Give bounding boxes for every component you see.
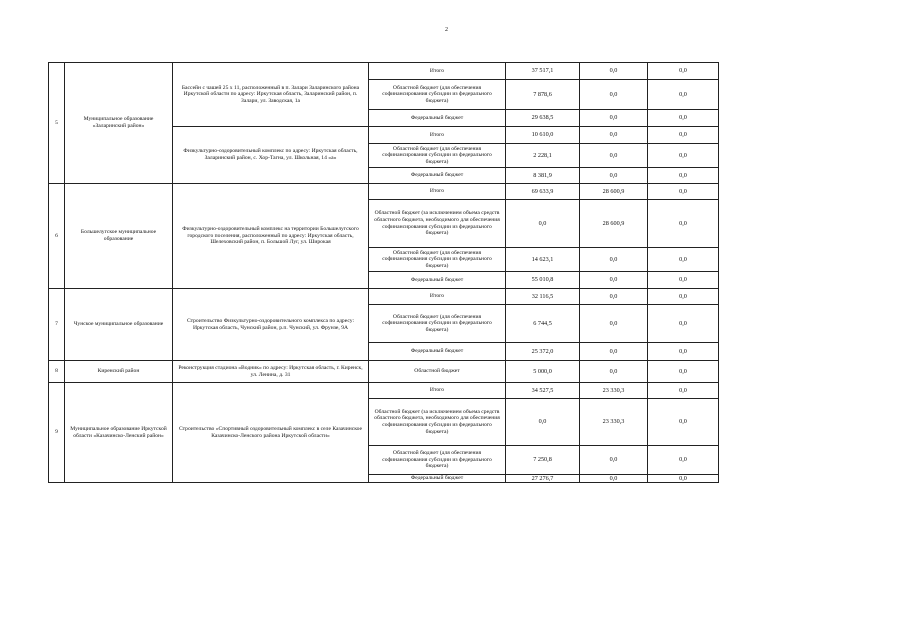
value-year-3: 0,0 (648, 446, 719, 475)
object-name: Строительство Физкультурно-оздоровительного комплекса по адресу: Иркутская область, Чунский район, р.п. Чунский, ул. Фрунзе, 9А (173, 289, 369, 361)
funding-source: Областной бюджет (за исключением объема средств областного бюджета, необходимого для обеспечения софинансирования субсидии из федерального бюджета) (369, 200, 506, 248)
value-year-1: 25 372,0 (506, 343, 580, 361)
value-year-1: 5 000,0 (506, 361, 580, 383)
object-name: Строительство «Спортивный оздоровительный комплекс в селе Казачинское Казачинско-Ленского района Иркутской области» (173, 383, 369, 483)
row-number: 6 (49, 184, 65, 289)
value-year-1: 2 228,1 (506, 144, 580, 168)
funding-source: Областной бюджет (для обеспечения софинансирования субсидии из федерального бюджета) (369, 80, 506, 110)
table-row (49, 289, 719, 305)
value-year-2: 0,0 (580, 446, 648, 475)
row-number: 8 (49, 361, 65, 383)
object-name: Физкультурно-оздоровительный комплекс по адресу: Иркутская область, Заларинский район, с. Хор-Тагна, ул. Школьная, 14 «а» (173, 127, 369, 184)
municipality-name: Большелугское муниципальное образование (65, 184, 173, 289)
table-row (49, 63, 719, 80)
value-year-1: 7 878,6 (506, 80, 580, 110)
funding-source: Областной бюджет (369, 361, 506, 383)
funding-source: Областной бюджет (для обеспечения софинансирования субсидии из федерального бюджета) (369, 144, 506, 168)
value-year-1: 55 010,8 (506, 272, 580, 289)
value-year-1: 8 381,9 (506, 168, 580, 184)
funding-source: Областной бюджет (за исключением объема средств областного бюджета, необходимого для обеспечения софинансирования субсидии из федерального бюджета) (369, 399, 506, 446)
value-year-3: 0,0 (648, 63, 719, 80)
funding-source: Итого (369, 383, 506, 399)
funding-source: Итого (369, 127, 506, 144)
value-year-1: 32 116,5 (506, 289, 580, 305)
value-year-2: 23 330,3 (580, 399, 648, 446)
funding-source: Итого (369, 289, 506, 305)
object-name: Физкультурно-оздоровительный комплекс на территории Большелугского городского поселения, расположенный по адресу: Иркутская область, Шелеховский район, п. Большой Луг, ул. Широкая (173, 184, 369, 289)
value-year-1: 27 276,7 (506, 475, 580, 483)
object-name: Реконструкция стадиона «Водник» по адресу: Иркутская область, г. Киренск, ул. Ленина, д. 31 (173, 361, 369, 383)
value-year-2: 0,0 (580, 63, 648, 80)
value-year-3: 0,0 (648, 144, 719, 168)
row-number: 9 (49, 383, 65, 483)
value-year-2: 0,0 (580, 144, 648, 168)
value-year-3: 0,0 (648, 200, 719, 248)
value-year-1: 34 527,5 (506, 383, 580, 399)
value-year-1: 37 517,1 (506, 63, 580, 80)
table-row (49, 361, 719, 383)
value-year-3: 0,0 (648, 343, 719, 361)
value-year-2: 0,0 (580, 272, 648, 289)
funding-source: Областной бюджет (для обеспечения софинансирования субсидии из федерального бюджета) (369, 305, 506, 343)
funding-source: Федеральный бюджет (369, 343, 506, 361)
municipality-name: Муниципальное образование «Заларинский район» (65, 63, 173, 184)
value-year-1: 14 623,1 (506, 248, 580, 272)
value-year-1: 0,0 (506, 200, 580, 248)
value-year-2: 0,0 (580, 343, 648, 361)
row-number: 5 (49, 63, 65, 184)
value-year-3: 0,0 (648, 184, 719, 200)
value-year-1: 7 250,8 (506, 446, 580, 475)
value-year-3: 0,0 (648, 110, 719, 127)
municipality-name: Киренский район (65, 361, 173, 383)
municipality-name: Чунское муниципальное образование (65, 289, 173, 361)
row-number: 7 (49, 289, 65, 361)
value-year-3: 0,0 (648, 272, 719, 289)
page-number: 2 (445, 27, 448, 33)
value-year-2: 28 600,9 (580, 200, 648, 248)
value-year-3: 0,0 (648, 383, 719, 399)
value-year-2: 23 330,3 (580, 383, 648, 399)
value-year-2: 28 600,9 (580, 184, 648, 200)
value-year-2: 0,0 (580, 289, 648, 305)
value-year-2: 0,0 (580, 168, 648, 184)
funding-source: Федеральный бюджет (369, 272, 506, 289)
object-name: Бассейн с чашей 25 х 11, расположенный в п. Залари Заларинского района Иркутской области по адресу: Иркутская область, Заларинский район, п. Залари, ул. Заводская, 1а (173, 63, 369, 127)
value-year-3: 0,0 (648, 475, 719, 483)
value-year-1: 0,0 (506, 399, 580, 446)
table-body (49, 63, 719, 483)
value-year-3: 0,0 (648, 289, 719, 305)
value-year-2: 0,0 (580, 127, 648, 144)
funding-source: Областной бюджет (для обеспечения софинансирования субсидии из федерального бюджета) (369, 446, 506, 475)
value-year-2: 0,0 (580, 110, 648, 127)
value-year-2: 0,0 (580, 80, 648, 110)
budget-table (48, 62, 719, 483)
value-year-1: 6 744,5 (506, 305, 580, 343)
value-year-3: 0,0 (648, 80, 719, 110)
value-year-2: 0,0 (580, 305, 648, 343)
funding-source: Областной бюджет (для обеспечения софинансирования субсидии из федерального бюджета) (369, 248, 506, 272)
funding-source: Федеральный бюджет (369, 475, 506, 483)
municipality-name: Муниципальное образование Иркутской области «Казачинско-Ленский район» (65, 383, 173, 483)
value-year-3: 0,0 (648, 305, 719, 343)
funding-source: Федеральный бюджет (369, 110, 506, 127)
value-year-3: 0,0 (648, 127, 719, 144)
value-year-3: 0,0 (648, 399, 719, 446)
funding-source: Итого (369, 184, 506, 200)
table-row (49, 383, 719, 399)
value-year-1: 69 633,9 (506, 184, 580, 200)
value-year-3: 0,0 (648, 248, 719, 272)
table-row (49, 184, 719, 200)
value-year-1: 10 610,0 (506, 127, 580, 144)
funding-source: Итого (369, 63, 506, 80)
value-year-2: 0,0 (580, 248, 648, 272)
funding-source: Федеральный бюджет (369, 168, 506, 184)
value-year-2: 0,0 (580, 475, 648, 483)
value-year-2: 0,0 (580, 361, 648, 383)
value-year-3: 0,0 (648, 361, 719, 383)
value-year-1: 29 638,5 (506, 110, 580, 127)
value-year-3: 0,0 (648, 168, 719, 184)
